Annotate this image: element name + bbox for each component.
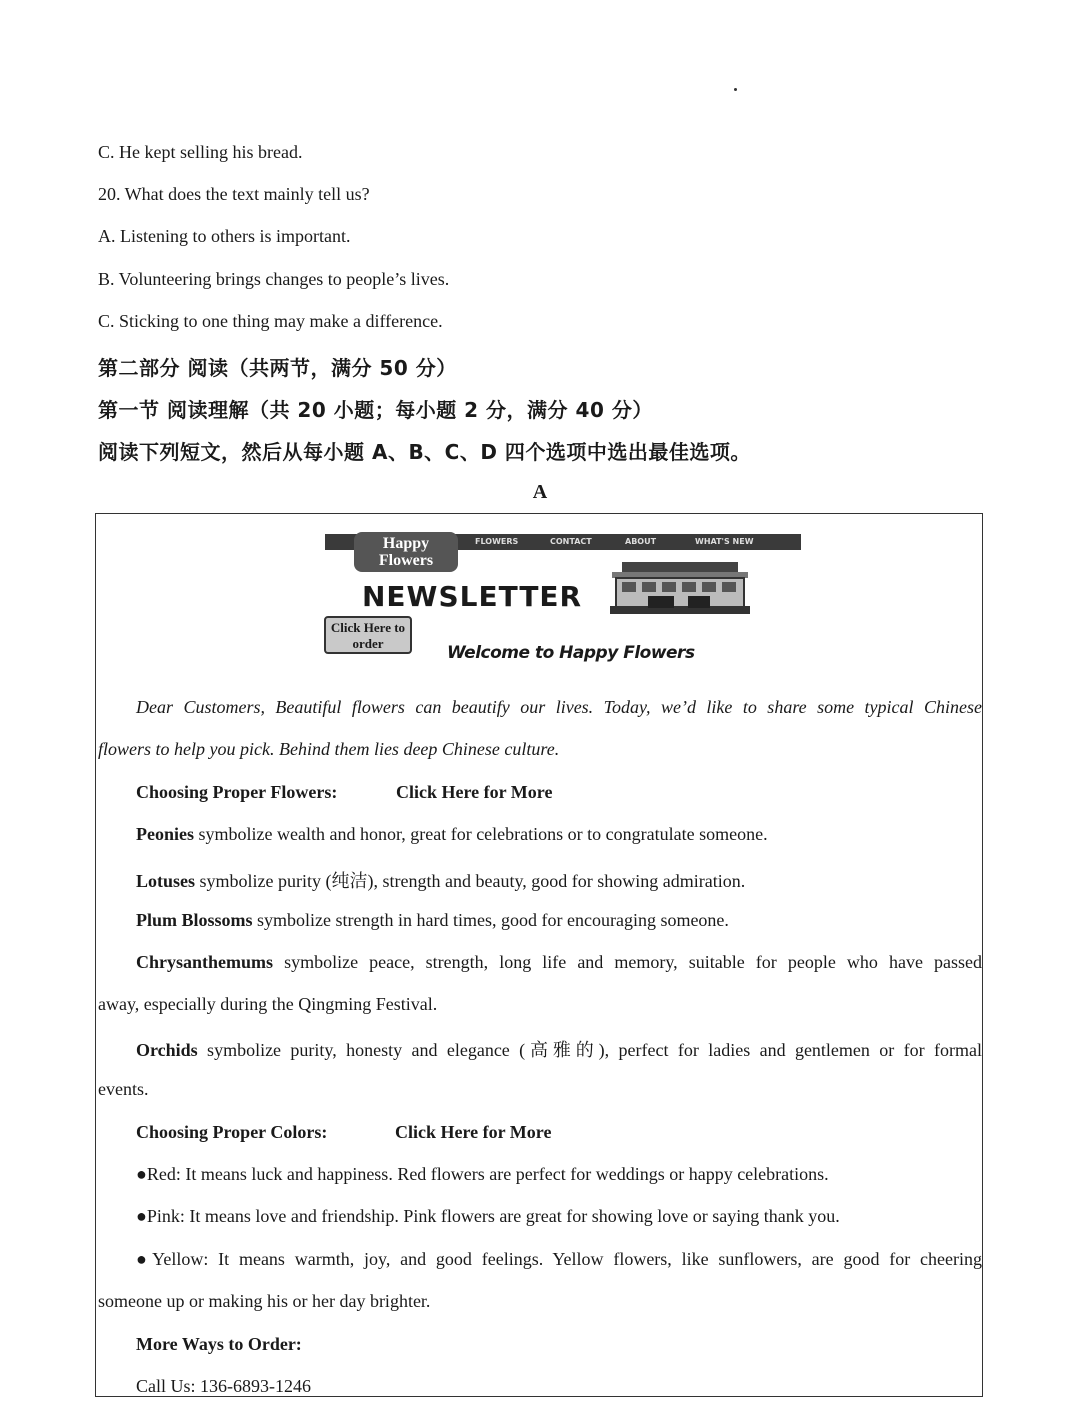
intro-line-2: flowers to help you pick. Behind them lies deep Chinese culture.: [98, 739, 560, 759]
orchids-name: Orchids: [136, 1040, 198, 1060]
peonies-desc: symbolize wealth and honor, great for celebrations or to congratulate someone.: [194, 824, 768, 844]
question-20: 20. What does the text mainly tell us?: [98, 184, 370, 204]
nav-item[interactable]: FLOWERS: [475, 537, 519, 546]
newsletter-box: [95, 513, 983, 1397]
chrys-name: Chrysanthemums: [136, 952, 274, 972]
orchids-item: [136, 1036, 982, 1062]
chrys-desc-cont: away, especially during the Qingming Festival.: [98, 994, 438, 1014]
peonies-item: [136, 824, 983, 845]
reading-instruction: 阅读下列短文，然后从每小题 A、B、C、D 四个选项中选出最佳选项。: [98, 440, 751, 464]
flowers-more-link[interactable]: Click Here for More: [396, 782, 553, 802]
flowers-heading: Choosing Proper Flowers:: [136, 782, 338, 802]
chrys-item: [136, 952, 982, 973]
passage-label: A: [532, 481, 548, 503]
plum-desc: symbolize strength in hard times, good for encouraging someone.: [252, 910, 729, 930]
color-red: ●Red: It means luck and happiness. Red flowers are perfect for weddings or happy celebrations.: [136, 1164, 829, 1184]
plum-item: [136, 910, 983, 931]
section1-heading: 第一节 阅读理解（共 20 小题；每小题 2 分，满分 40 分）: [98, 398, 653, 422]
plum-name: Plum Blossoms: [136, 910, 253, 930]
happy-flowers-logo: Happy Flowers: [354, 532, 458, 572]
welcome-heading: Welcome to Happy Flowers: [447, 643, 695, 663]
shop-building-icon: [608, 558, 752, 618]
colors-heading: Choosing Proper Colors:: [136, 1122, 328, 1142]
nav-item[interactable]: CONTACT: [550, 537, 592, 546]
peonies-name: Peonies: [136, 824, 194, 844]
lotuses-name: Lotuses: [136, 871, 196, 891]
nav-item[interactable]: ABOUT: [625, 537, 657, 546]
order-heading: More Ways to Order:: [136, 1334, 302, 1354]
color-yellow-cont: someone up or making his or her day brighter.: [98, 1291, 431, 1311]
call-us: Call Us: 136-6893-1246: [136, 1376, 311, 1396]
nav-item[interactable]: WHAT'S NEW: [695, 537, 754, 546]
option-20c: C. Sticking to one thing may make a difference.: [98, 311, 443, 331]
intro-line-1: Dear Customers, Beautiful flowers can beautify our lives. Today, we’d like to share some typical Chinese: [136, 697, 982, 717]
orchids-desc: symbolize purity, honesty and elegance (高雅的), perfect for ladies and gentlemen or for formal: [197, 1040, 982, 1060]
order-button[interactable]: Click Here to order: [324, 616, 412, 654]
color-pink: ●Pink: It means love and friendship. Pink flowers are great for showing love or saying thank you.: [136, 1206, 840, 1226]
option-20a: A. Listening to others is important.: [98, 226, 351, 246]
lotuses-desc: symbolize purity (纯洁), strength and beauty, good for showing admiration.: [195, 871, 746, 891]
stray-dot: [734, 88, 737, 91]
lotuses-item: [136, 867, 983, 893]
colors-more-link[interactable]: Click Here for More: [395, 1122, 552, 1142]
flowers-heading-row: [136, 782, 983, 803]
colors-heading-row: [136, 1122, 983, 1143]
chrys-desc: symbolize peace, strength, long life and memory, suitable for people who have passed: [273, 952, 982, 972]
order-heading-row: [136, 1334, 983, 1355]
newsletter-title: NEWSLETTER: [362, 580, 583, 613]
option-19c: C. He kept selling his bread.: [98, 142, 303, 162]
color-yellow: ●Yellow: It means warmth, joy, and good feelings. Yellow flowers, like sunflowers, are good for cheering: [136, 1249, 982, 1269]
part2-heading: 第二部分 阅读（共两节，满分 50 分）: [98, 356, 457, 380]
orchids-desc-cont: events.: [98, 1079, 149, 1099]
option-20b: B. Volunteering brings changes to people’s lives.: [98, 269, 450, 289]
